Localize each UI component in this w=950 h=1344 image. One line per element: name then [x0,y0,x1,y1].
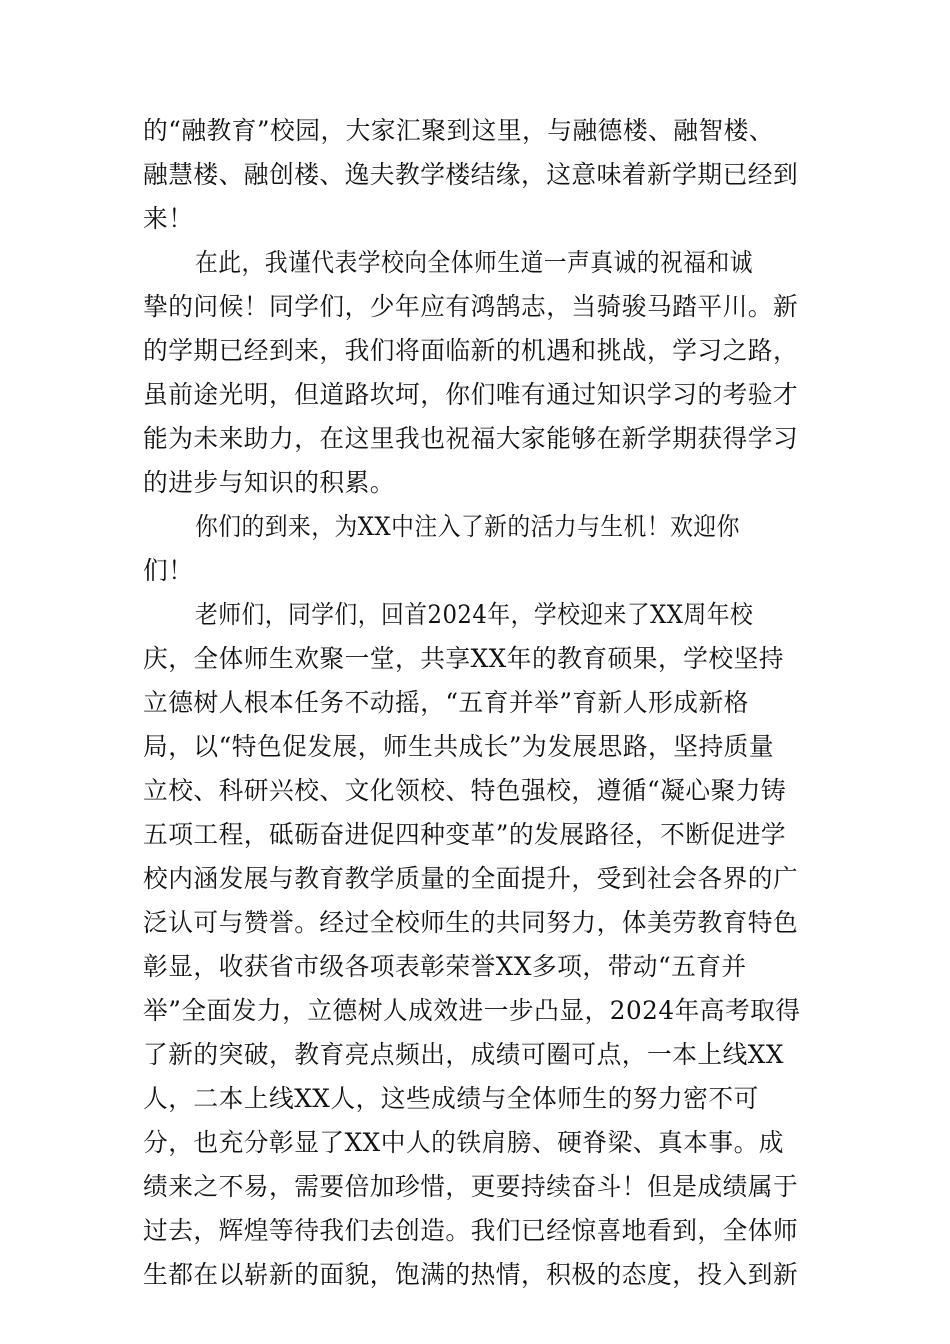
text-line: 人，二本上线XX人，这些成绩与全体师生的努力密不可 [143,1084,759,1113]
text-line: 分，也充分彰显了XX中人的铁肩膀、硬脊梁、真本事。成 [143,1128,784,1157]
text-line: 五项工程，砥砺奋进促四种变革”的发展路径，不断促进学 [143,820,787,849]
text-line: 们！ [143,556,194,585]
text-line: 庆，全体师生欢聚一堂，共享XX年的教育硕果，学校坚持 [143,644,784,673]
paragraph-first-line: 老师们，同学们，回首2024年，学校迎来了XX周年校 [195,600,754,629]
text-line: 挚的问候！同学们，少年应有鸿鹄志，当骑骏马踏平川。新 [143,292,799,321]
text-line: 过去，辉煌等待我们去创造。我们已经惊喜地看到，全体师 [143,1216,799,1245]
text-line: 能为未来助力，在这里我也祝福大家能够在新学期获得学习 [143,424,799,453]
text-line: 的进步与知识的积累。 [143,468,396,497]
text-line: 融慧楼、融创楼、逸夫教学楼结缘，这意味着新学期已经到 [143,160,799,189]
text-line: 泛认可与赞誉。经过全校师生的共同努力，体美劳教育特色 [143,908,799,937]
text-line: 生都在以崭新的面貌，饱满的热情，积极的态度，投入到新 [143,1260,799,1289]
text-line: 来！ [143,204,194,233]
text-line: 的“融教育”校园，大家汇聚到这里，与融德楼、融智楼、 [143,116,775,145]
text-line: 立校、科研兴校、文化领校、特色强校，遵循“凝心聚力铸 [143,776,787,805]
text-line: 虽前途光明，但道路坎坷，你们唯有通过知识学习的考验才 [143,380,799,409]
paragraph-first-line: 你们的到来，为XX中注入了新的活力与生机！欢迎你 [195,512,740,541]
text-line: 了新的突破，教育亮点频出，成绩可圈可点，一本上线XX [143,1040,784,1069]
text-line: 立德树人根本任务不动摇，“五育并举”育新人形成新格 [143,688,749,717]
paragraph-first-line: 在此，我谨代表学校向全体师生道一声真诚的祝福和诚 [195,248,754,277]
text-line: 绩来之不易，需要倍加珍惜，更要持续奋斗！但是成绩属于 [143,1172,799,1201]
text-line: 校内涵发展与教育教学质量的全面提升，受到社会各界的广 [143,864,799,893]
text-line: 举”全面发力，立德树人成效进一步凸显，2024年高考取得 [143,996,801,1025]
text-line: 局，以“特色促发展，师生共成长”为发展思路，坚持质量 [143,732,775,761]
text-line: 彰显，收获省市级各项表彰荣誉XX多项，带动“五育并 [143,952,747,981]
text-line: 的学期已经到来，我们将面临新的机遇和挑战，学习之路， [143,336,799,365]
